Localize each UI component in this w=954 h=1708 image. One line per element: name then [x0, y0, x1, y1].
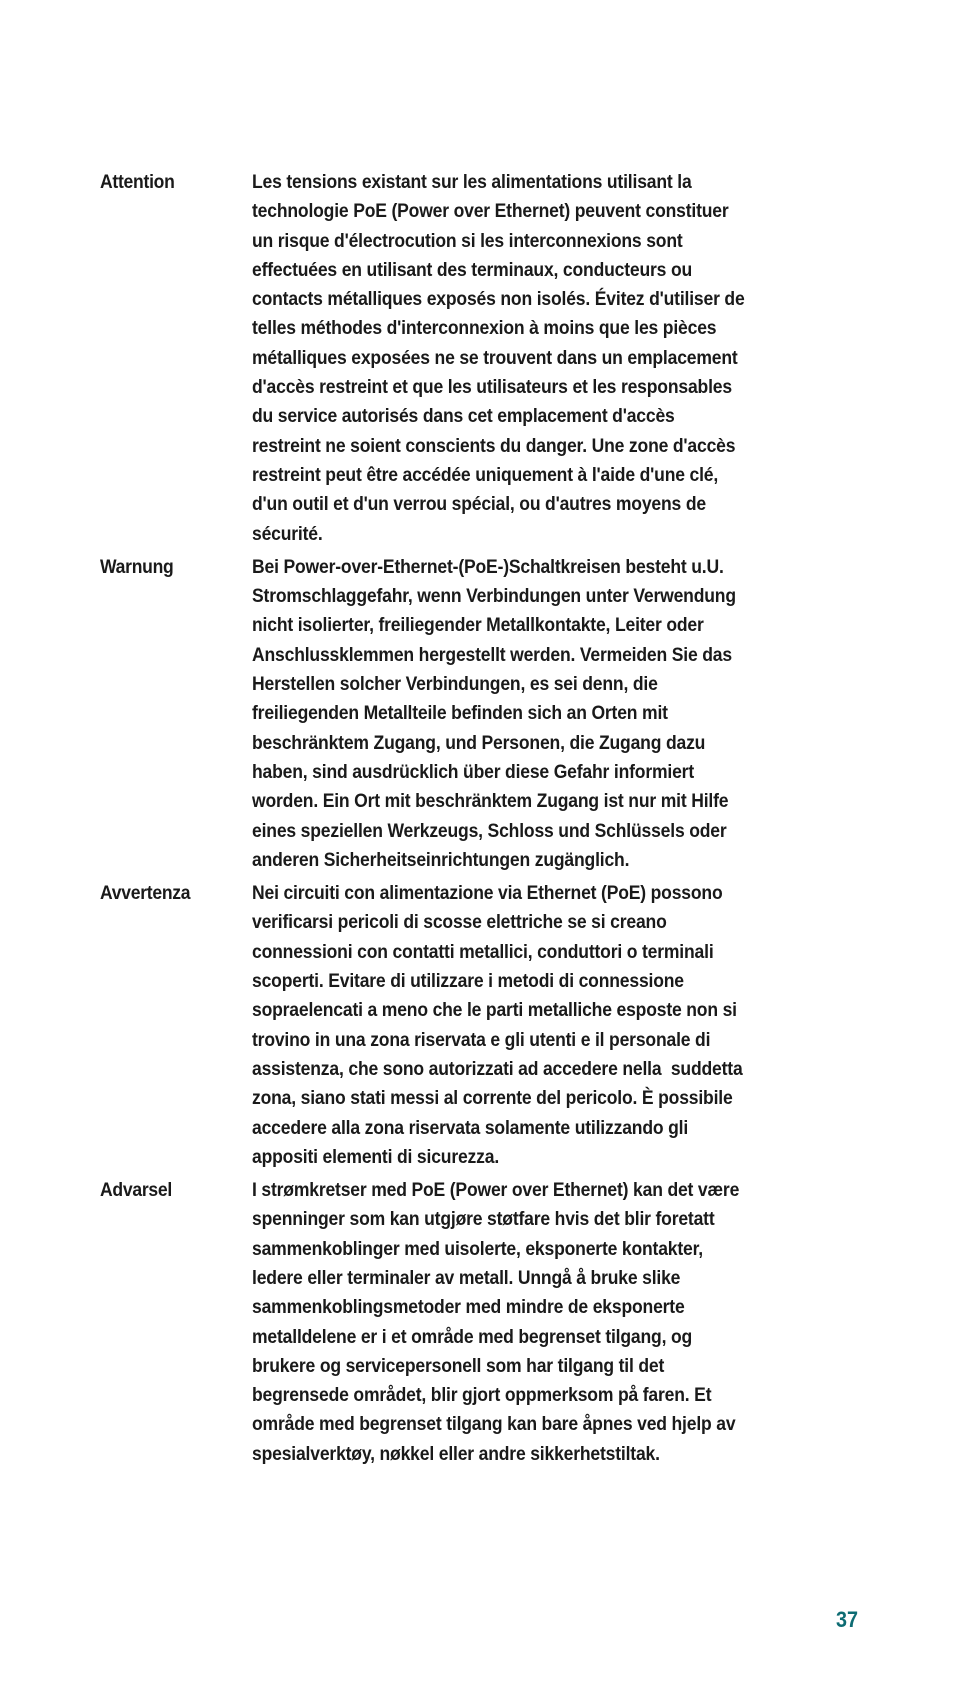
text-line: freiliegenden Metallteile befinden sich an Orten mit — [252, 702, 668, 725]
text-line: zona, siano stati messi al corrente del pericolo. È possibile — [252, 1087, 733, 1110]
page-number: 37 — [836, 1607, 859, 1632]
warning-label: Warnung — [100, 555, 174, 578]
warning-text — [252, 1176, 860, 1469]
text-line: Les tensions existant sur les alimentations utilisant la — [252, 171, 692, 193]
text-line: restreint ne soient conscients du danger. Une zone d'accès — [252, 434, 736, 457]
text-line: technologie PoE (Power over Ethernet) peuvent constituer — [252, 200, 729, 223]
text-line: haben, sind ausdrücklich über diese Gefahr informiert — [252, 760, 694, 783]
text-line: Stromschlaggefahr, wenn Verbindungen unter Verwendung — [252, 585, 736, 608]
text-line: eines speziellen Werkzeugs, Schloss und Schlüssels oder — [252, 819, 727, 842]
warning-label: Attention — [100, 171, 175, 193]
text-line: sécurité. — [252, 522, 323, 545]
text-line: scoperti. Evitare di utilizzare i metodi di connessione — [252, 970, 684, 993]
text-line: begrensede området, blir gjort oppmerksom på faren. Et — [252, 1384, 712, 1407]
text-line: spesialverktøy, nøkkel eller andre sikkerhetstiltak. — [252, 1442, 660, 1465]
warning-text — [252, 553, 860, 875]
text-line: spenninger som kan utgjøre støtfare hvis det blir foretatt — [252, 1208, 715, 1231]
text-line: ledere eller terminaler av metall. Unngå å bruke slike — [252, 1266, 681, 1289]
text-line: metalldelene er i et område med begrenset tilgang, og — [252, 1325, 693, 1348]
text-line: assistenza, che sono autorizzati ad accedere nella suddetta — [252, 1057, 743, 1080]
text-line: appositi elementi di sicurezza. — [252, 1145, 500, 1168]
text-line: Nei circuiti con alimentazione via Ethernet (PoE) possono — [252, 882, 723, 905]
text-line: sammenkoblinger med uisolerte, eksponerte kontakter, — [252, 1237, 703, 1260]
text-line: worden. Ein Ort mit beschränktem Zugang ist nur mit Hilfe — [252, 790, 729, 813]
text-line: d'accès restreint et que les utilisateurs et les responsables — [252, 376, 732, 399]
text-line: nicht isolierter, freiliegender Metallkontakte, Leiter oder — [252, 614, 704, 637]
text-line: sopraelencati a meno che le parti metalliche esposte non si — [252, 999, 737, 1022]
text-line: I strømkretser med PoE (Power over Ethernet) kan det være — [252, 1179, 740, 1202]
text-line: verificarsi pericoli di scosse elettriche se si creano — [252, 911, 667, 934]
warning-label: Advarsel — [100, 1179, 172, 1202]
text-line: du service autorisés dans cet emplacement d'accès — [252, 405, 675, 428]
warning-block-german — [100, 553, 860, 875]
text-line: anderen Sicherheitseinrichtungen zugänglich. — [252, 848, 630, 871]
warning-text — [252, 879, 860, 1172]
text-line: un risque d'électrocution si les interconnexions sont — [252, 229, 683, 252]
text-line: Bei Power-over-Ethernet-(PoE-)Schaltkreisen besteht u.U. — [252, 555, 724, 578]
warning-label: Avvertenza — [100, 882, 191, 905]
text-line: telles méthodes d'interconnexion à moins que les pièces — [252, 317, 717, 340]
warning-text — [252, 168, 860, 549]
text-line: effectuées en utilisant des terminaux, conducteurs ou — [252, 258, 693, 281]
text-line: connessioni con contatti metallici, conduttori o terminali — [252, 940, 714, 963]
text-line: brukere og servicepersonell som har tilgang til det — [252, 1354, 665, 1377]
warning-block-norwegian — [100, 1176, 860, 1469]
text-line: métalliques exposées ne se trouvent dans un emplacement — [252, 346, 738, 369]
text-line: accedere alla zona riservata solamente utilizzando gli — [252, 1116, 689, 1139]
text-line: Herstellen solcher Verbindungen, es sei denn, die — [252, 673, 658, 696]
text-line: område med begrenset tilgang kan bare åpnes ved hjelp av — [252, 1413, 736, 1436]
text-line: sammenkoblingsmetoder med mindre de eksponerte — [252, 1296, 685, 1319]
text-line: beschränktem Zugang, und Personen, die Zugang dazu — [252, 731, 706, 754]
text-line: Anschlussklemmen hergestellt werden. Vermeiden Sie das — [252, 643, 732, 666]
text-line: restreint peut être accédée uniquement à l'aide d'une clé, — [252, 463, 719, 486]
text-line: trovino in una zona riservata e gli utenti e il personale di — [252, 1028, 711, 1051]
warnings-list — [100, 168, 860, 1473]
text-line: contacts métalliques exposés non isolés. Évitez d'utiliser de — [252, 288, 745, 311]
warning-block-italian — [100, 879, 860, 1172]
text-line: d'un outil et d'un verrou spécial, ou d'autres moyens de — [252, 493, 706, 516]
warning-block-french — [100, 168, 860, 549]
